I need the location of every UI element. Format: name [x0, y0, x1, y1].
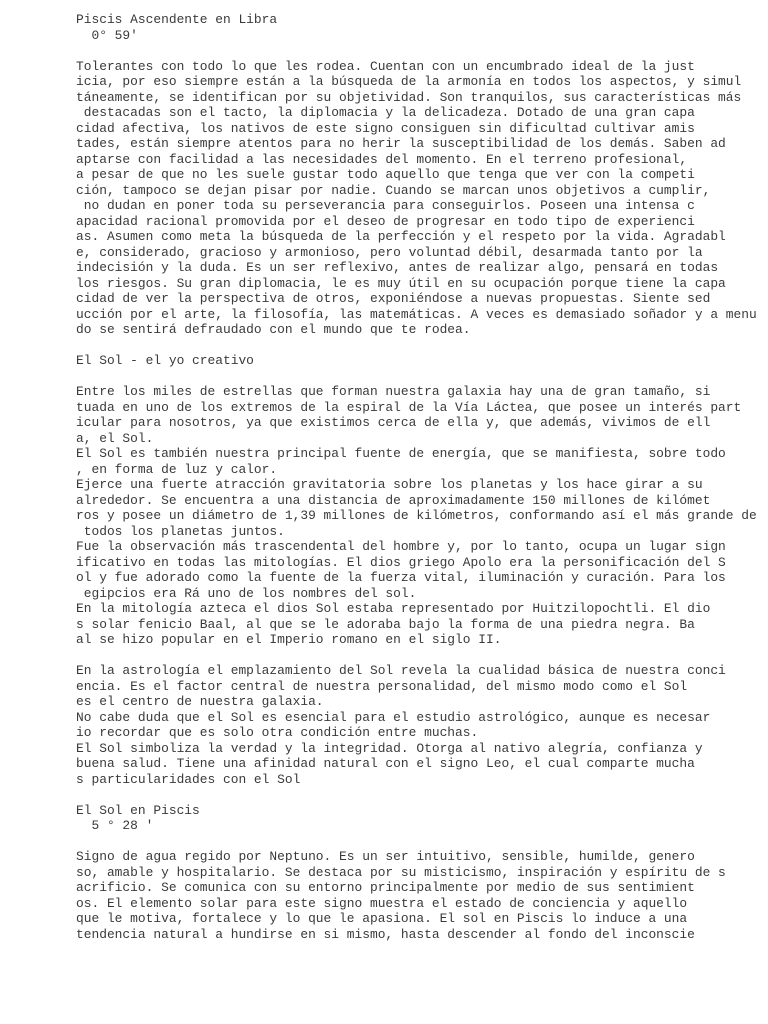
text-line: al se hizo popular en el Imperio romano en el siglo II.: [76, 632, 502, 647]
text-line: a pesar de que no les suele gustar todo aquello que tenga que ver con la competi: [76, 167, 695, 182]
text-line: s solar fenicio Baal, al que se le adoraba bajo la forma de una piedra negra. Ba: [76, 616, 695, 632]
heading-line: 0° 59': [76, 27, 138, 43]
heading-line: Piscis Ascendente en Libra: [76, 12, 278, 27]
text-line: , en forma de luz y calor.: [76, 461, 278, 477]
text-line: a, el Sol.: [76, 430, 154, 446]
text-line: Tolerantes con todo lo que les rodea. Cuentan con un encumbrado ideal de la just: [76, 58, 695, 74]
text-line: as. Asumen como meta la búsqueda de la perfección y el respeto por la vida. Agradabl: [76, 229, 726, 244]
text-line: es el centro de nuestra galaxia.: [76, 694, 324, 709]
text-line: do se sentirá defraudado con el mundo que te rodea.: [76, 322, 471, 337]
text-line: apacidad racional promovida por el deseo de progresar en todo tipo de experienci: [76, 213, 695, 229]
section-gap: [76, 338, 756, 354]
text-line: encia. Es el factor central de nuestra personalidad, del mismo modo como el Sol: [76, 678, 688, 694]
text-line: no dudan en poner toda su perseverancia para conseguirlos. Poseen una intensa c: [76, 198, 695, 213]
text-line: ción, tampoco se dejan pisar por nadie. Cuando se marcan unos objetivos a cumplir,: [76, 182, 711, 198]
section-gap: [76, 787, 756, 803]
text-line: aptarse con facilidad a las necesidades del momento. En el terreno profesional,: [76, 151, 688, 167]
paragraph: [76, 384, 756, 648]
paragraph: [76, 59, 756, 338]
section-heading: [76, 353, 756, 369]
section-heading: [76, 803, 756, 834]
text-line: En la astrología el emplazamiento del Sol revela la cualidad básica de nuestra conci: [76, 663, 726, 678]
text-line: ucción por el arte, la filosofía, las matemáticas. A veces es demasiado soñador y a menu: [76, 306, 757, 322]
text-line: tuada en uno de los extremos de la espiral de la Vía Láctea, que posee un interés part: [76, 399, 742, 415]
text-line: El Sol es también nuestra principal fuente de energía, que se manifiesta, sobre todo: [76, 446, 726, 461]
text-line: cidad de ver la perspectiva de otros, exponiéndose a nuevas propuestas. Siente sed: [76, 291, 711, 306]
section-heading: [76, 12, 756, 43]
text-line: Fue la observación más trascendental del hombre y, por lo tanto, ocupa un lugar sign: [76, 539, 726, 554]
text-line: ol y fue adorado como la fuente de la fuerza vital, iluminación y curación. Para los: [76, 570, 726, 585]
text-line: destacadas son el tacto, la diplomacia y la delicadeza. Dotado de una gran capa: [76, 105, 695, 120]
text-line: los riesgos. Su gran diplomacia, le es muy útil en su ocupación porque tiene la capa: [76, 275, 726, 291]
text-line: El Sol simboliza la verdad y la integridad. Otorga al nativo alegría, confianza y: [76, 740, 703, 756]
text-line: Entre los miles de estrellas que forman nuestra galaxia hay una de gran tamaño, si: [76, 384, 711, 399]
text-line: egipcios era Rá uno de los nombres del sol.: [76, 585, 417, 601]
text-line: Ejerce una fuerte atracción gravitatoria sobre los planetas y los hace girar a su: [76, 477, 703, 492]
heading-line: 5 ° 28 ': [76, 818, 154, 833]
text-line: táneamente, se identifican por su objetividad. Son tranquilos, sus características más: [76, 89, 742, 105]
text-line: tades, están siempre atentos para no herir la susceptibilidad de los demás. Saben ad: [76, 136, 726, 151]
paragraph-gap: [76, 43, 756, 59]
text-line: ificativo en todas las mitologías. El dios griego Apolo era la personificación del S: [76, 554, 726, 570]
text-line: s particularidades con el Sol: [76, 771, 301, 787]
text-line: tendencia natural a hundirse en si mismo, hasta descender al fondo del inconscie: [76, 926, 695, 942]
text-line: ros y posee un diámetro de 1,39 millones de kilómetros, conformando así el más grande de: [76, 508, 757, 523]
paragraph: [76, 849, 756, 942]
paragraph-gap: [76, 648, 756, 664]
text-line: acrificio. Se comunica con su entorno principalmente por medio de sus sentimient: [76, 880, 695, 895]
text-line: No cabe duda que el Sol es esencial para el estudio astrológico, aunque es necesar: [76, 709, 711, 725]
text-line: cidad afectiva, los nativos de este signo consiguen sin dificultad cultivar amis: [76, 120, 695, 136]
text-line: Signo de agua regido por Neptuno. Es un ser intuitivo, sensible, humilde, genero: [76, 849, 695, 864]
heading-line: El Sol en Piscis: [76, 802, 200, 818]
text-line: todos los planetas juntos.: [76, 523, 285, 539]
text-line: alrededor. Se encuentra a una distancia de aproximadamente 150 millones de kilómet: [76, 492, 711, 508]
document-page: [76, 12, 756, 942]
text-line: icia, por eso siempre están a la búsqueda de la armonía en todos los aspectos, y simul: [76, 74, 742, 89]
paragraph-gap: [76, 369, 756, 385]
text-line: e, considerado, gracioso y armonioso, pero voluntad débil, desarmada tanto por la: [76, 244, 703, 260]
paragraph: [76, 663, 756, 787]
text-line: icular para nosotros, ya que existimos cerca de ella y, que además, vivimos de ell: [76, 415, 711, 430]
text-line: os. El elemento solar para este signo muestra el estado de conciencia y aquello: [76, 895, 688, 911]
text-line: indecisión y la duda. Es un ser reflexivo, antes de realizar algo, pensará en todas: [76, 260, 719, 275]
text-line: io recordar que es solo otra condición entre muchas.: [76, 725, 479, 740]
text-line: que le motiva, fortalece y lo que le apasiona. El sol en Piscis lo induce a una: [76, 911, 688, 926]
text-line: so, amable y hospitalario. Se destaca por su misticismo, inspiración y espíritu de s: [76, 864, 726, 880]
text-line: buena salud. Tiene una afinidad natural con el signo Leo, el cual comparte mucha: [76, 756, 695, 771]
text-line: En la mitología azteca el dios Sol estaba representado por Huitzilopochtli. El dio: [76, 601, 711, 616]
heading-line: El Sol - el yo creativo: [76, 353, 254, 368]
paragraph-gap: [76, 834, 756, 850]
